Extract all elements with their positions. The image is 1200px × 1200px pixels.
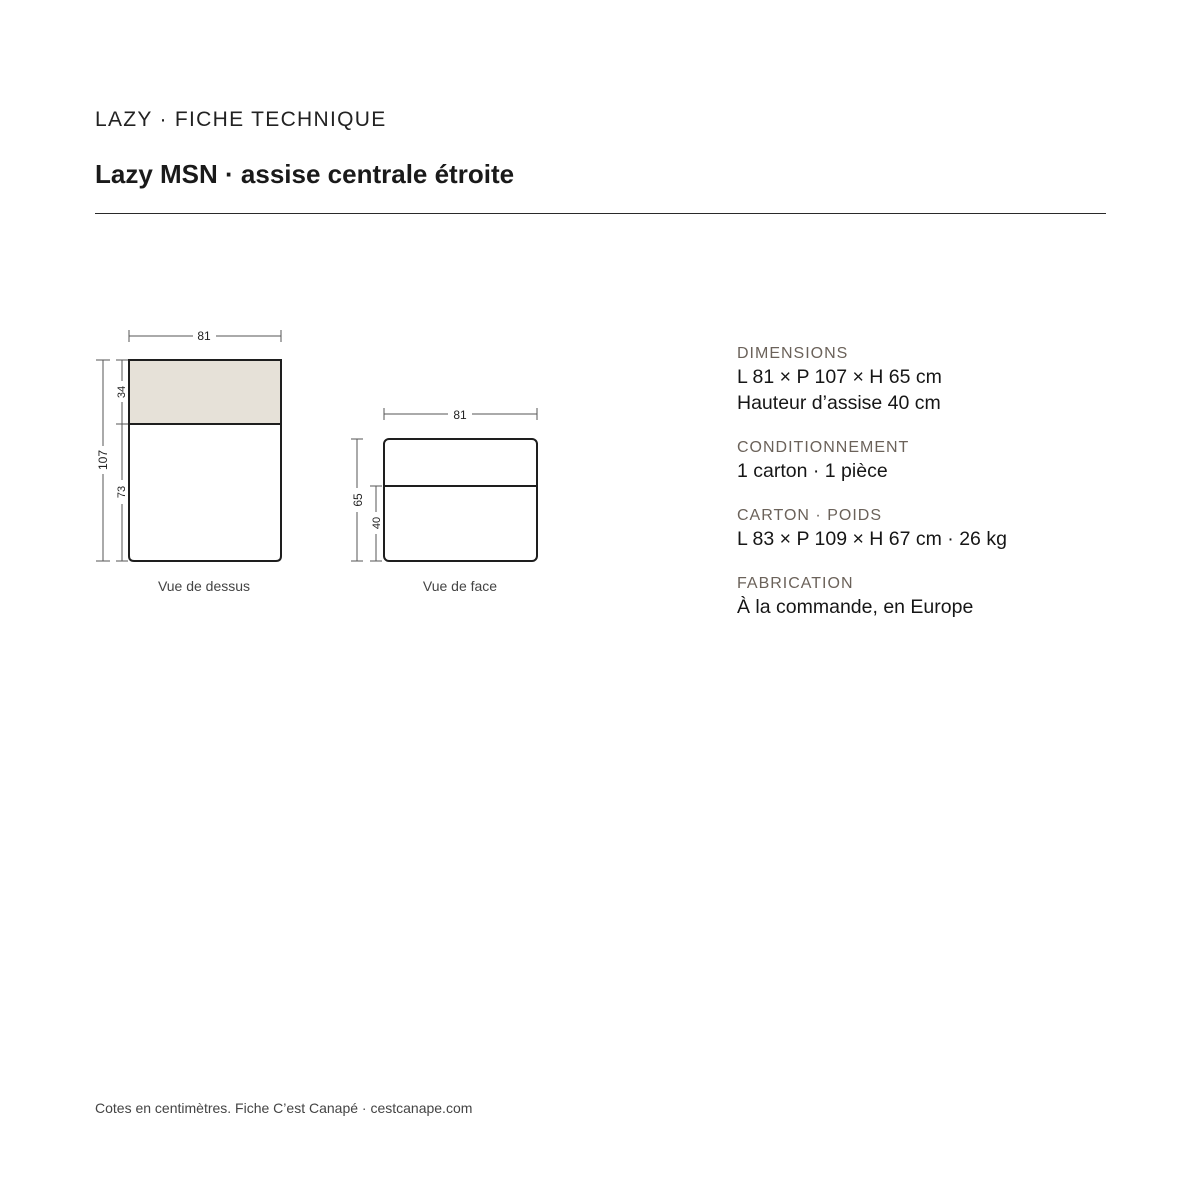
top-view-depth-label: 107 xyxy=(96,449,110,471)
front-view-width-label: 81 xyxy=(453,408,467,422)
product-title: Lazy MSN · assise centrale étroite xyxy=(95,159,515,189)
spec-dimensions xyxy=(737,344,1157,416)
front-view-seat-height-label: 40 xyxy=(371,516,383,530)
top-view-backrest xyxy=(129,360,281,424)
sheet-brand-heading: LAZY · FICHE TECHNIQUE xyxy=(95,108,387,131)
front-view-height-label: 65 xyxy=(351,493,365,507)
top-view-width-label: 81 xyxy=(197,329,211,343)
spec-manufacturing xyxy=(737,574,1157,620)
top-view-drawing xyxy=(96,329,281,594)
front-view-drawing xyxy=(351,408,537,594)
spec-value: 1 carton · 1 pièce xyxy=(737,460,888,482)
spec-value: À la commande, en Europe xyxy=(737,596,974,618)
spec-value: L 81 × P 107 × H 65 cm xyxy=(737,366,942,388)
spec-value: L 83 × P 109 × H 67 cm · 26 kg xyxy=(737,528,1007,550)
top-view-back-depth-label: 34 xyxy=(116,385,128,399)
top-view-seat-depth-label: 73 xyxy=(116,485,128,499)
top-view-caption: Vue de dessus xyxy=(157,578,251,594)
top-view-seat xyxy=(129,424,281,561)
spec-value: Hauteur d’assise 40 cm xyxy=(737,392,941,414)
spec-packaging xyxy=(737,438,1157,484)
front-view-body xyxy=(384,439,537,561)
spec-box-weight xyxy=(737,506,1157,552)
front-view-caption: Vue de face xyxy=(422,578,498,594)
spec-label: FABRICATION xyxy=(737,575,854,592)
spec-panel xyxy=(737,344,1157,642)
footer-note: Cotes en centimètres. Fiche C’est Canapé · cestcanape.com xyxy=(95,1100,473,1116)
spec-label: CARTON · POIDS xyxy=(737,507,882,524)
spec-label: DIMENSIONS xyxy=(737,345,849,362)
spec-label: CONDITIONNEMENT xyxy=(737,439,910,456)
